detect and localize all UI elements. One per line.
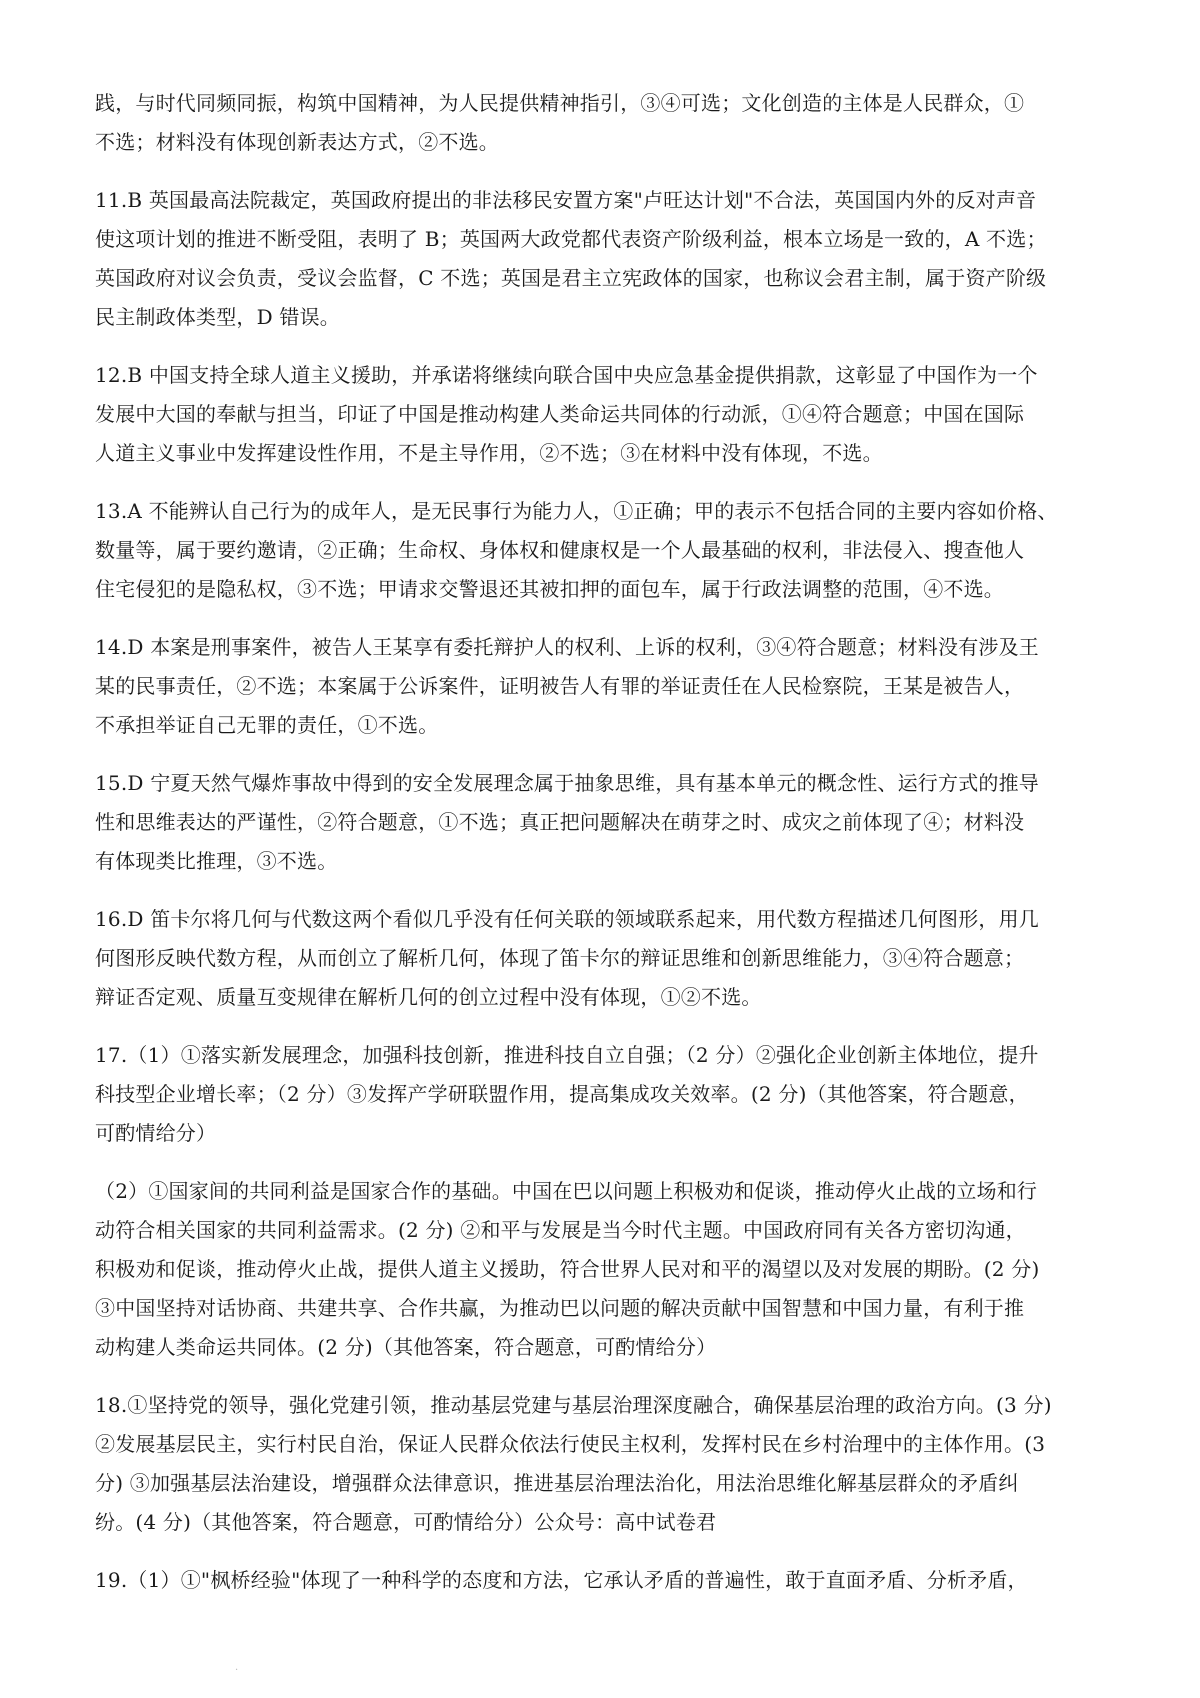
text-line: 分) ③加强基层法治建设，增强群众法律意识，推进基层治理法治化，用法治思维化解基层群众的矛盾纠	[95, 1471, 1019, 1495]
text-line: 不承担举证自己无罪的责任，①不选。	[95, 713, 439, 737]
answer-paragraph	[95, 492, 1108, 609]
text-line: 12.B 中国支持全球人道主义援助，并承诺将继续向联合国中央应急基金提供捐款，这彰显了中国作为一个	[95, 363, 1038, 387]
text-line: ②发展基层民主，实行村民自治，保证人民群众依法行使民主权利，发挥村民在乡村治理中的主体作用。(3	[95, 1432, 1046, 1456]
answer-paragraph	[95, 628, 1108, 745]
answer-paragraph	[95, 1386, 1108, 1542]
answer-paragraph	[95, 1172, 1108, 1367]
text-line: ③中国坚持对话协商、共建共享、合作共赢，为推动巴以问题的解决贡献中国智慧和中国力量，有利于推	[95, 1296, 1025, 1320]
text-line: 性和思维表达的严谨性，②符合题意，①不选；真正把问题解决在萌芽之时、成灾之前体现了④；材料没	[95, 810, 1025, 834]
text-line: 13.A 不能辨认自己行为的成年人，是无民事行为能力人，①正确；甲的表示不包括合同的主要内容如价格、	[95, 499, 1058, 523]
text-line: 使这项计划的推进不断受阻，表明了 B；英国两大政党都代表资产阶级利益，根本立场是一致的，A 不选；	[95, 227, 1047, 251]
text-line: 19.（1）①"枫桥经验"体现了一种科学的态度和方法，它承认矛盾的普遍性，敢于直面矛盾、分析矛盾，	[95, 1568, 1028, 1592]
text-line: 动构建人类命运共同体。(2 分)（其他答案，符合题意，可酌情给分）	[95, 1335, 717, 1359]
text-line: 17.（1）①落实新发展理念，加强科技创新，推进科技自立自强；（2 分）②强化企业创新主体地位，提升	[95, 1043, 1039, 1067]
footer-mark: ·	[235, 1665, 239, 1676]
text-line: 某的民事责任，②不选；本案属于公诉案件，证明被告人有罪的举证责任在人民检察院，王某是被告人，	[95, 674, 1025, 698]
answer-paragraph	[95, 764, 1108, 881]
answer-paragraph	[95, 1036, 1108, 1153]
text-line: 民主制政体类型，D 错误。	[95, 305, 340, 329]
answer-paragraph	[95, 356, 1108, 473]
text-line: 科技型企业增长率；（2 分）③发挥产学研联盟作用，提高集成攻关效率。(2 分)（其他答案，符合题意，	[95, 1082, 1029, 1106]
text-line: 18.①坚持党的领导，强化党建引领，推动基层党建与基层治理深度融合，确保基层治理的政治方向。(3 分)	[95, 1393, 1052, 1417]
text-line: 可酌情给分）	[95, 1121, 217, 1145]
answer-paragraph	[95, 900, 1108, 1017]
text-line: 15.D 宁夏天然气爆炸事故中得到的安全发展理念属于抽象思维，具有基本单元的概念性、运行方式的推导	[95, 771, 1039, 795]
text-line: 数量等，属于要约邀请，②正确；生命权、身体权和健康权是一个人最基础的权利，非法侵入、搜查他人	[95, 538, 1025, 562]
text-line: 11.B 英国最高法院裁定，英国政府提出的非法移民安置方案"卢旺达计划"不合法，英国国内外的反对声音	[95, 188, 1037, 212]
answer-paragraph	[95, 181, 1108, 337]
text-line: 何图形反映代数方程，从而创立了解析几何，体现了笛卡尔的辩证思维和创新思维能力，③④符合题意；	[95, 946, 1025, 970]
text-line: 16.D 笛卡尔将几何与代数这两个看似几乎没有任何关联的领域联系起来，用代数方程描述几何图形，用几	[95, 907, 1039, 931]
text-line: 住宅侵犯的是隐私权，③不选；甲请求交警退还其被扣押的面包车，属于行政法调整的范围，④不选。	[95, 577, 1004, 601]
text-line: 不选；材料没有体现创新表达方式，②不选。	[95, 130, 499, 154]
text-line: 14.D 本案是刑事案件，被告人王某享有委托辩护人的权利、上诉的权利，③④符合题意；材料没有涉及王	[95, 635, 1039, 659]
text-line: 积极劝和促谈，推动停火止战，提供人道主义援助，符合世界人民对和平的渴望以及对发展的期盼。(2 分)	[95, 1257, 1040, 1281]
text-line: 英国政府对议会负责，受议会监督，C 不选；英国是君主立宪政体的国家，也称议会君主制，属于资产阶级	[95, 266, 1047, 290]
text-line: 有体现类比推理，③不选。	[95, 849, 338, 873]
text-line: （2）①国家间的共同利益是国家合作的基础。中国在巴以问题上积极劝和促谈，推动停火止战的立场和行	[95, 1179, 1038, 1203]
text-line: 发展中大国的奉献与担当，印证了中国是推动构建人类命运共同体的行动派，①④符合题意；中国在国际	[95, 402, 1025, 426]
text-line: 动符合相关国家的共同利益需求。(2 分) ②和平与发展是当今时代主题。中国政府同有关各方密切沟通，	[95, 1218, 1026, 1242]
answer-text-body	[95, 84, 1108, 1600]
text-line: 辩证否定观、质量互变规律在解析几何的创立过程中没有体现，①②不选。	[95, 985, 762, 1009]
text-line: 践，与时代同频同振，构筑中国精神，为人民提供精神指引，③④可选；文化创造的主体是人民群众，①	[95, 91, 1025, 115]
answer-paragraph	[95, 1561, 1108, 1600]
text-line: 纷。(4 分)（其他答案，符合题意，可酌情给分）公众号：高中试卷君	[95, 1510, 717, 1534]
text-line: 人道主义事业中发挥建设性作用，不是主导作用，②不选；③在材料中没有体现，不选。	[95, 441, 883, 465]
answer-paragraph	[95, 84, 1108, 162]
